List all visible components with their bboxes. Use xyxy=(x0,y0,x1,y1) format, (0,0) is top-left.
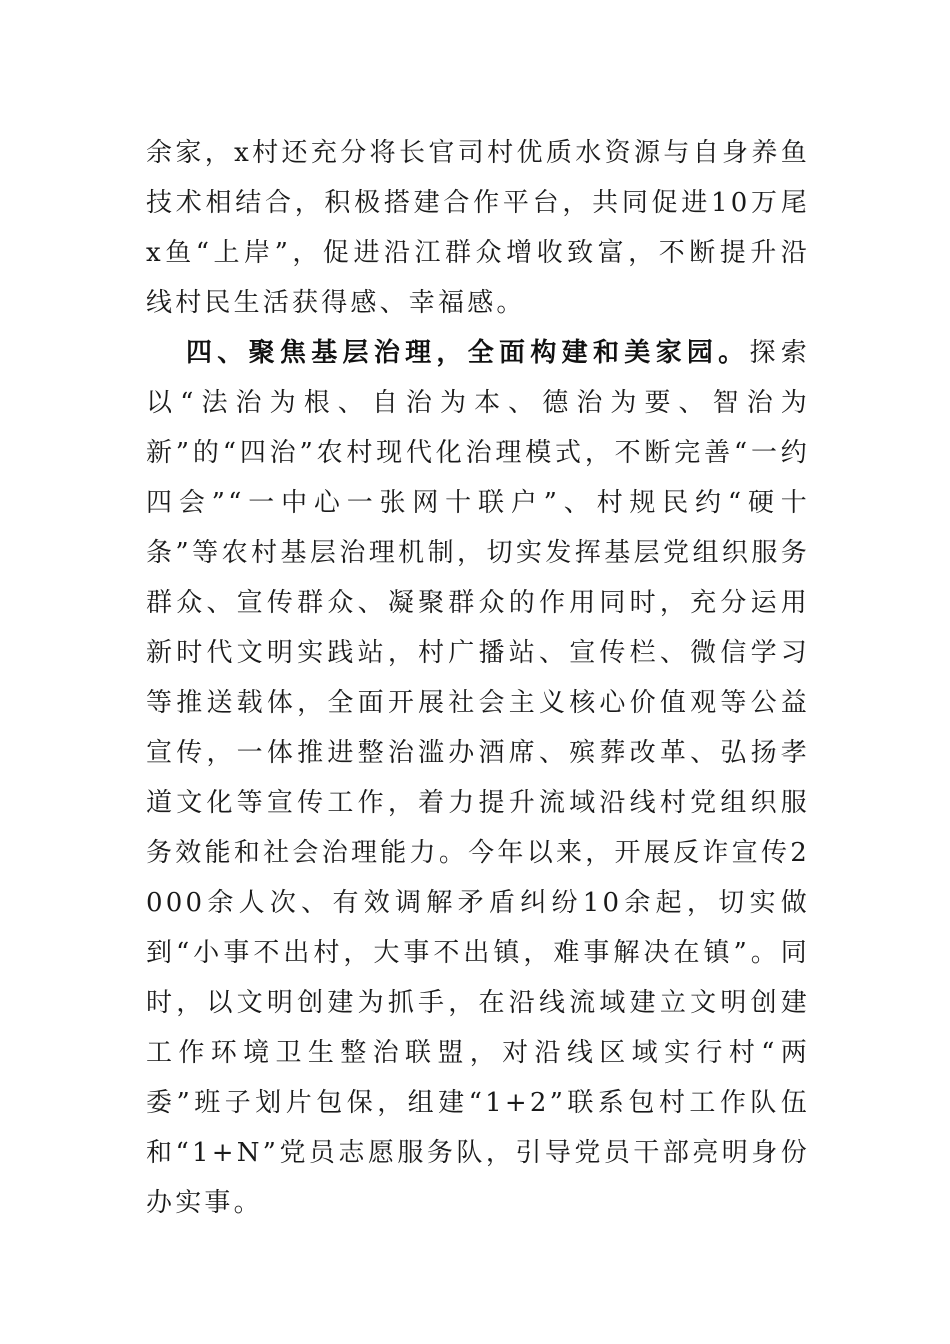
document-body xyxy=(146,128,810,1228)
paragraph-2-text: 探索以“法治为根、自治为本、德治为要、智治为新”的“四治”农村现代化治理模式，不断完善“一约四会”“一中心一张网十联户”、村规民约“硬十条”等农村基层治理机制，切实发挥基层党组织服务群众、宣传群众、凝聚群众的作用同时，充分运用新时代文明实践站，村广播站、宣传栏、微信学习等推送载体，全面开展社会主义核心价值观等公益宣传，一体推进整治滥办酒席、殡葬改革、弘扬孝道文化等宣传工作，着力提升流域沿线村党组织服务效能和社会治理能力。今年以来，开展反诈宣传2000余人次、有效调解矛盾纠纷10余起，切实做到“小事不出村，大事不出镇，难事解决在镇”。同时，以文明创建为抓手，在沿线流域建立文明创建工作环境卫生整治联盟，对沿线区域实行村“两委”班子划片包保，组建“1+2”联系包村工作队伍和“1+N”党员志愿服务队，引导党员干部亮明身份办实事。 xyxy=(146,338,810,1218)
paragraph-2 xyxy=(146,328,810,1228)
section-heading: 四、聚焦基层治理，全面构建和美家园。 xyxy=(186,338,750,368)
paragraph-1 xyxy=(146,128,810,328)
paragraph-1-text: 余家，x村还充分将长官司村优质水资源与自身养鱼技术相结合，积极搭建合作平台，共同促进10万尾x鱼“上岸”，促进沿江群众增收致富，不断提升沿线村民生活获得感、幸福感。 xyxy=(146,138,810,318)
